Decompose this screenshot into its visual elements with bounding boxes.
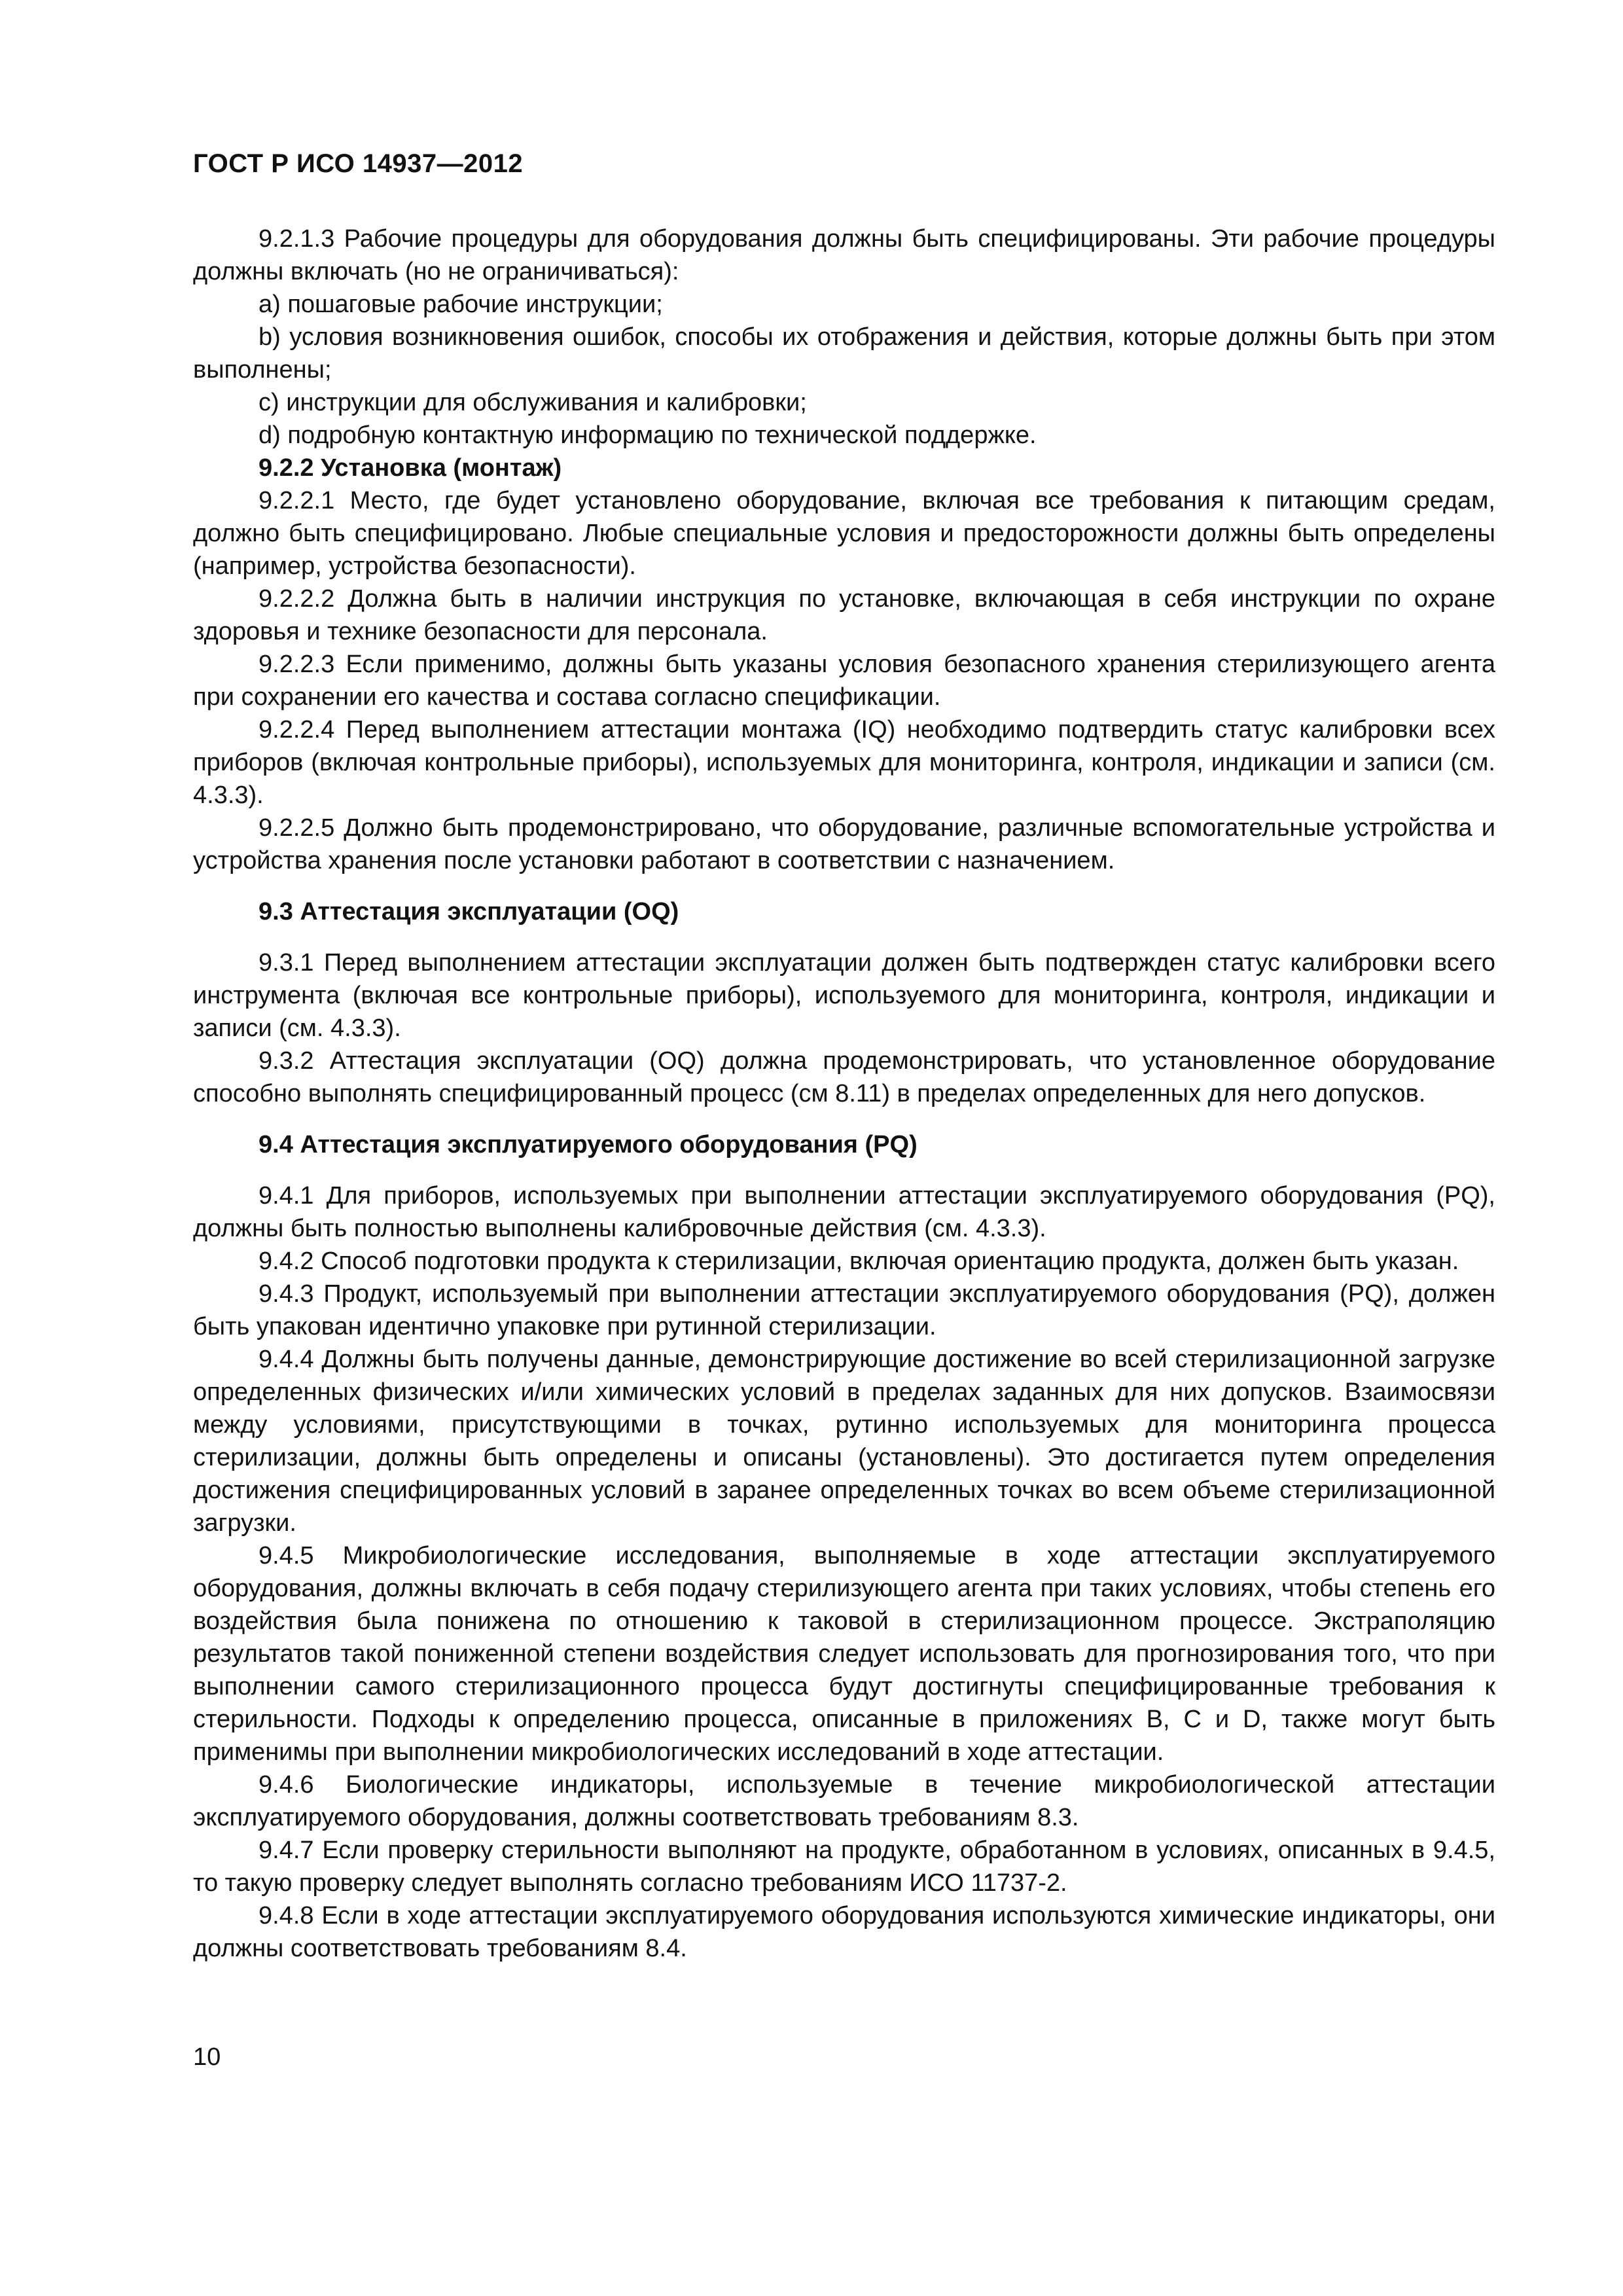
clause-9-4-5: 9.4.5 Микробиологические исследования, выполняемые в ходе аттестации эксплуатируемого оборудования, должны включать в себя подачу стерилизующего агента при таких условиях, чтобы степень его воздействия была понижена по отношению к таковой в стерилизационном процессе. Экстраполяцию результатов такой пониженной степени воздействия следует использовать для прогнозирования того, что при выполнении самого стерилизационного процесса будут достигнуты специфицированные требования к стерильности. Подходы к определению процесса, описанные в приложениях В, С и D, также могут быть применимы при выполнении микробиологических исследований в ходе аттестации.	[193, 1542, 1495, 1766]
list-item-d: d) подробную контактную информацию по технической поддержке.	[259, 422, 1037, 449]
list-item-a: a) пошаговые рабочие инструкции;	[259, 291, 663, 318]
clause-9-3-1: 9.3.1 Перед выполнением аттестации эксплуатации должен быть подтвержден статус калибровки всего инструмента (включая все контрольные приборы), используемого для мониторинга, контроля, индикации и записи (см. 4.3.3).	[193, 949, 1495, 1042]
clause-9-3-2: 9.3.2 Аттестация эксплуатации (OQ) должна продемонстрировать, что установленное оборудование способно выполнять специфицированный процесс (см 8.11) в пределах определенных для него допусков.	[193, 1047, 1495, 1107]
document-header: ГОСТ Р ИСО 14937—2012	[193, 149, 524, 178]
page-number: 10	[193, 2043, 221, 2071]
clause-9-4-8: 9.4.8 Если в ходе аттестации эксплуатируемого оборудования используются химические индикаторы, они должны соответствовать требованиям 8.4.	[193, 1902, 1495, 1962]
clause-9-4-7: 9.4.7 Если проверку стерильности выполняют на продукте, обработанном в условиях, описанных в 9.4.5, то такую проверку следует выполнять согласно требованиям ИСО 11737-2.	[193, 1837, 1495, 1897]
clause-9-2-1-3: 9.2.1.3 Рабочие процедуры для оборудования должны быть специфицированы. Эти рабочие процедуры должны включать (но не ограничиваться):	[193, 225, 1495, 285]
heading-9-2-2: 9.2.2 Установка (монтаж)	[259, 454, 562, 482]
clause-9-4-4: 9.4.4 Должны быть получены данные, демонстрирующие достижение во всей стерилизационной загрузке определенных физических и/или химических условий в пределах заданных для них допусков. Взаимосвязи между условиями, присутствующими в точках, рутинно используемых для мониторинга процесса стерилизации, должны быть определены и описаны (установлены). Это достигается путем определения достижения специфицированных условий в заранее определенных точках во всем объеме стерилизационной загрузки.	[193, 1346, 1495, 1537]
clause-9-4-2: 9.4.2 Способ подготовки продукта к стерилизации, включая ориентацию продукта, должен быть указан.	[259, 1247, 1459, 1275]
clause-9-4-3: 9.4.3 Продукт, используемый при выполнении аттестации эксплуатируемого оборудования (PQ), должен быть упакован идентично упаковке при рутинной стерилизации.	[193, 1280, 1495, 1340]
heading-9-4: 9.4 Аттестация эксплуатируемого оборудования (PQ)	[259, 1131, 918, 1158]
clause-9-2-2-5: 9.2.2.5 Должно быть продемонстрировано, что оборудование, различные вспомогательные устройства и устройства хранения после установки работают в соответствии с назначением.	[193, 814, 1495, 874]
clause-9-2-2-1: 9.2.2.1 Место, где будет установлено оборудование, включая все требования к питающим средам, должно быть специфицировано. Любые специальные условия и предосторожности должны быть определены (например, устройства безопасности).	[193, 487, 1495, 580]
clause-9-4-6: 9.4.6 Биологические индикаторы, используемые в течение микробиологической аттестации эксплуатируемого оборудования, должны соответствовать требованиям 8.3.	[193, 1771, 1495, 1831]
heading-9-3: 9.3 Аттестация эксплуатации (OQ)	[259, 898, 679, 925]
clause-9-2-2-2: 9.2.2.2 Должна быть в наличии инструкция по установке, включающая в себя инструкции по охране здоровья и технике безопасности для персонала.	[193, 585, 1495, 645]
list-item-c: c) инструкции для обслуживания и калибровки;	[259, 389, 807, 416]
list-item-b: b) условия возникновения ошибок, способы их отображения и действия, которые должны быть при этом выполнены;	[193, 323, 1495, 384]
clause-9-2-2-3: 9.2.2.3 Если применимо, должны быть указаны условия безопасного хранения стерилизующего агента при сохранении его качества и состава согласно спецификации.	[193, 651, 1495, 711]
clause-9-2-2-4: 9.2.2.4 Перед выполнением аттестации монтажа (IQ) необходимо подтвердить статус калибровки всех приборов (включая контрольные приборы), используемых для мониторинга, контроля, индикации и записи (см. 4.3.3).	[193, 716, 1495, 809]
clause-9-4-1: 9.4.1 Для приборов, используемых при выполнении аттестации эксплуатируемого оборудования (PQ), должны быть полностью выполнены калибровочные действия (см. 4.3.3).	[193, 1182, 1495, 1242]
document-body	[193, 223, 1495, 1965]
